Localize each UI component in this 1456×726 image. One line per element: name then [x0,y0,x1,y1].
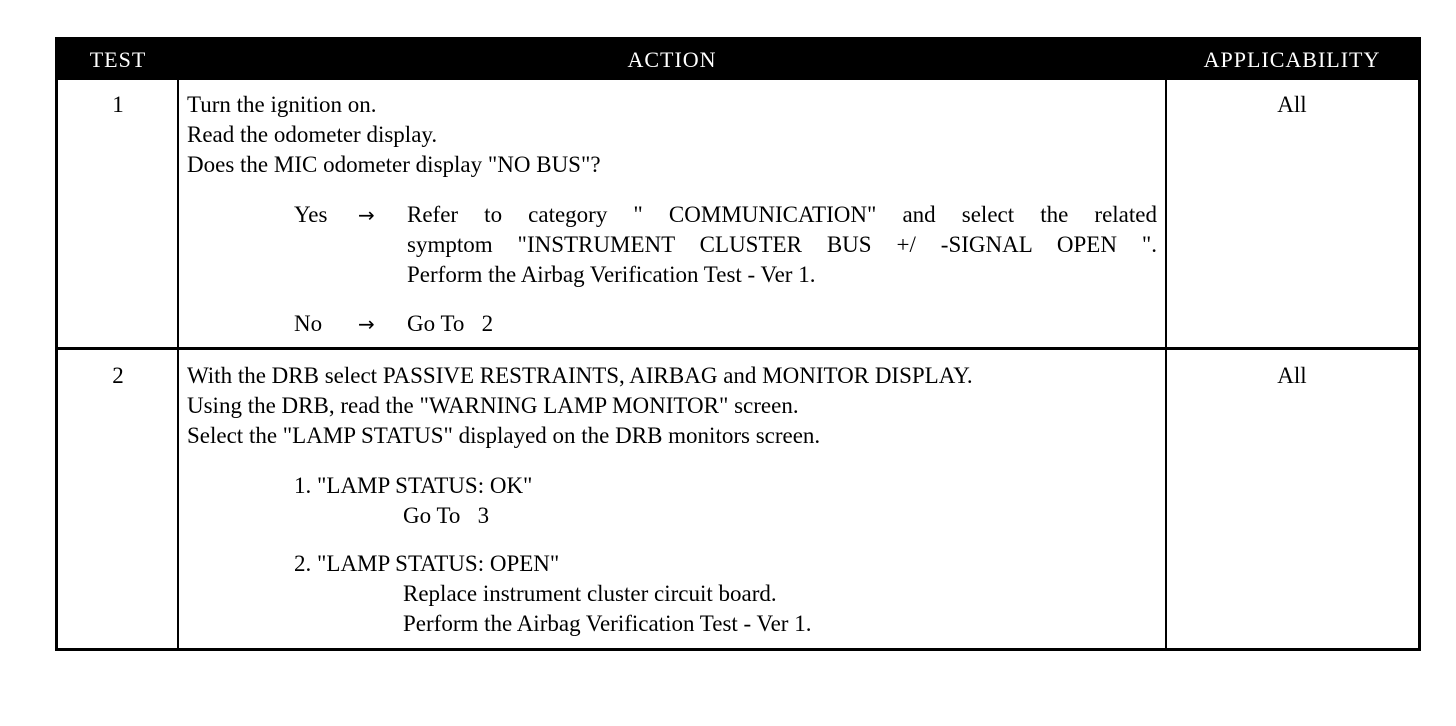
result-line: Replace instrument cluster circuit board. [403,581,777,606]
result-line: Perform the Airbag Verification Test - Ver 1. [403,611,812,636]
table-header-row [58,40,1418,80]
action-line: Using the DRB, read the "WARNING LAMP MONITOR" screen. [187,393,799,418]
result-line: symptom "INSTRUMENT CLUSTER BUS +/ -SIGNAL OPEN ". [407,232,1157,257]
action-line: Read the odometer display. [187,122,438,147]
header-applicability: APPLICABILITY [1203,47,1381,72]
column-divider-test [177,40,179,648]
result-line: Perform the Airbag Verification Test - Ver 1. [407,262,816,287]
option-title: 2. "LAMP STATUS: OPEN" [294,551,560,576]
yes-label: Yes [294,202,328,227]
action-line: With the DRB select PASSIVE RESTRAINTS, AIRBAG and MONITOR DISPLAY. [187,363,973,388]
no-label: No [294,311,323,336]
header-action: ACTION [627,47,717,72]
action-text [187,90,1162,180]
test-number: 1 [112,92,124,117]
result-line: Refer to category " COMMUNICATION" and select the related [407,202,1157,227]
option-result: Go To 3 [403,503,490,528]
applicability-value: All [1277,92,1307,117]
diagnostic-test-table [55,37,1421,651]
action-line: Select the "LAMP STATUS" displayed on the DRB monitors screen. [187,423,821,448]
option-title: 1. "LAMP STATUS: OK" [294,473,533,498]
header-test: TEST [89,47,147,72]
applicability-value: All [1277,363,1307,388]
column-divider-applicability [1165,40,1167,648]
yes-result [407,200,1157,290]
test-number: 2 [112,363,124,388]
option-result [403,579,811,639]
no-result: Go To 2 [407,311,494,336]
action-line: Turn the ignition on. [187,92,377,117]
action-text [187,361,1162,451]
arrow-icon: → [358,203,375,227]
arrow-icon: → [358,312,375,336]
action-line: Does the MIC odometer display "NO BUS"? [187,152,601,177]
row-divider [58,347,1418,350]
